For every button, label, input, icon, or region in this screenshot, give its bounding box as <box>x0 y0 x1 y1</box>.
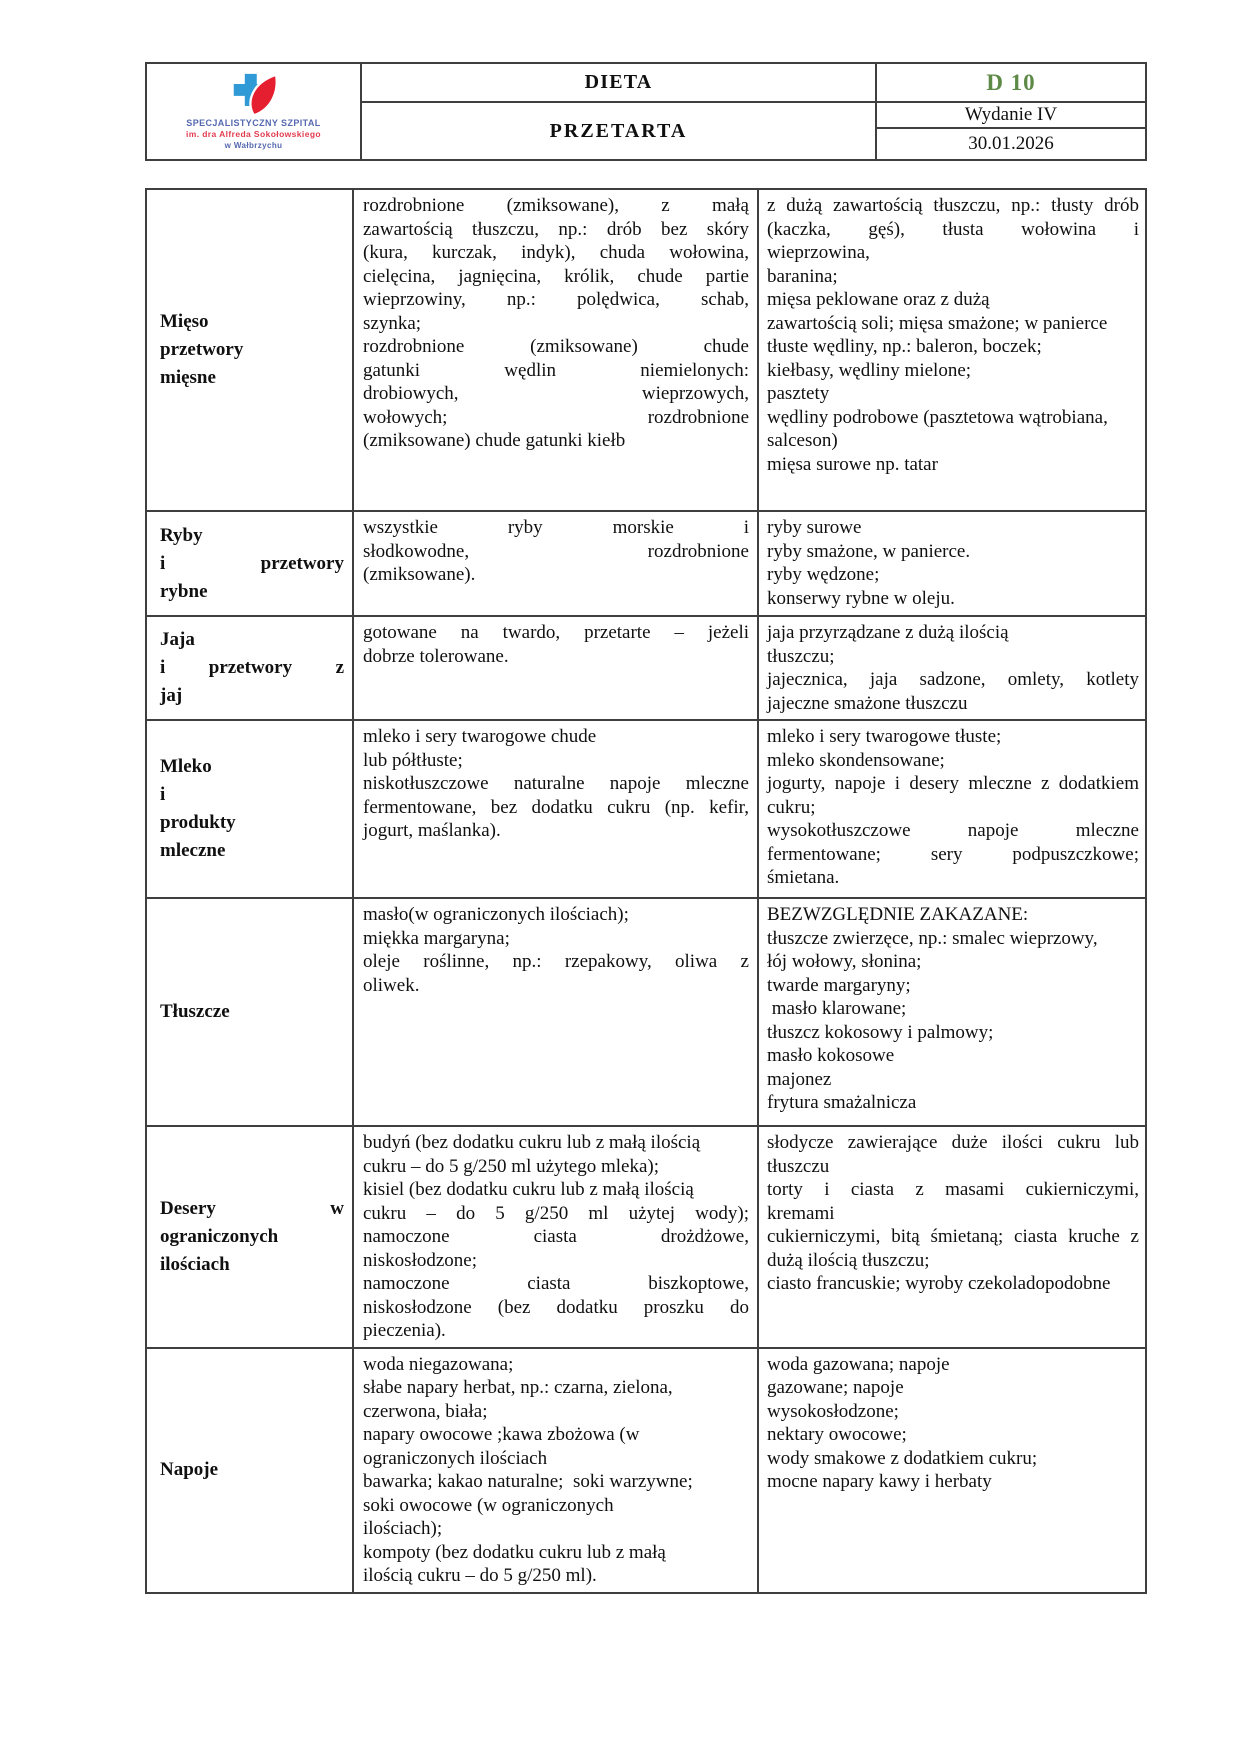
diet-table <box>145 188 1147 1594</box>
text-line: Jaja <box>160 629 195 650</box>
text-line: ciasto francuskie; wyroby czekoladopodobne <box>767 1273 1111 1294</box>
text-line: jogurty, napoje i desery mleczne z dodatkiem <box>767 773 1139 794</box>
text-line: tłuszcze zwierzęce, np.: smalec wieprzowy, <box>767 927 1098 949</box>
text-line: mięsa surowe np. tatar <box>767 453 938 475</box>
text-line: tłuszczu <box>767 1155 830 1177</box>
text-line: konserwy rybne w oleju. <box>767 587 955 609</box>
diet-table-row <box>146 616 1146 720</box>
text-line: jogurt, maślanka). <box>363 820 501 841</box>
diet-code: D 10 <box>876 63 1146 102</box>
text-line: zawartością tłuszczu, np.: drób bez skóry <box>363 218 749 240</box>
text-line: Tłuszcze <box>160 1001 230 1022</box>
text-line: cukru – do 5 g/250 ml użytej wody); <box>363 1202 749 1224</box>
forbidden-foods-cell <box>758 720 1146 898</box>
text-line: łój wołowy, słonina; <box>767 951 922 972</box>
text-line: z dużą zawartością tłuszczu, np.: tłusty drób <box>767 195 1139 216</box>
text-line: wołowych; rozdrobnione <box>363 406 749 428</box>
text-line: wszystkie ryby morskie i <box>363 517 749 538</box>
text-line: i przetwory <box>160 552 344 574</box>
text-line: ryby smażone, w panierce. <box>767 540 971 562</box>
diet-table-row <box>146 1126 1146 1348</box>
document-page <box>145 62 1145 1594</box>
text-line: niskosłodzone (bez dodatku proszku do <box>363 1296 749 1318</box>
category-cell <box>146 720 353 898</box>
text-line: i <box>160 784 166 805</box>
diet-name-title: PRZETARTA <box>361 102 876 160</box>
forbidden-foods-cell <box>758 616 1146 720</box>
hospital-patron: im. dra Alfreda Sokołowskiego <box>185 129 322 139</box>
text-line: mięsa peklowane oraz z dużą <box>767 289 990 310</box>
text-line: (zmiksowane). <box>363 564 476 585</box>
text-line: frytura smażalnicza <box>767 1092 917 1113</box>
text-line: budyń (bez dodatku cukru lub z małą ilością <box>363 1132 701 1153</box>
text-line: rybne <box>160 580 208 602</box>
text-line: Mięso <box>160 311 209 332</box>
text-line: rozdrobnione (zmiksowane) chude <box>363 336 749 357</box>
text-line: torty i ciasta z masami cukierniczymi, <box>767 1179 1139 1200</box>
text-line: masło klarowane; <box>767 998 907 1019</box>
text-line: jaja przyrządzane z dużą ilością <box>767 622 1009 643</box>
text-line: masło(w ograniczonych ilościach); <box>363 904 629 925</box>
text-line: fermentowane; sery podpuszczkowe; <box>767 843 1139 865</box>
text-line: salceson) <box>767 430 838 451</box>
text-line: wysokotłuszczowe napoje mleczne <box>767 820 1139 841</box>
text-line: oliwek. <box>363 974 420 996</box>
allowed-foods-cell <box>353 1348 758 1593</box>
diet-table-row <box>146 511 1146 616</box>
text-line: Desery w <box>160 1197 344 1219</box>
text-line: (zmiksowane) chude gatunki kiełb <box>363 430 626 451</box>
text-line: wędliny podrobowe (pasztetowa wątrobiana, <box>767 406 1108 428</box>
category-cell <box>146 898 353 1126</box>
allowed-foods-cell <box>353 616 758 720</box>
text-line: (kura, kurczak, indyk), chuda wołowina, <box>363 242 749 263</box>
diet-table-row <box>146 898 1146 1126</box>
text-line: produkty <box>160 812 236 833</box>
text-line: tłuste wędliny, np.: baleron, boczek; <box>767 336 1042 357</box>
text-line: mleczne <box>160 840 226 861</box>
forbidden-foods-cell <box>758 898 1146 1126</box>
text-line: kremami <box>767 1202 835 1224</box>
text-line: soki owocowe (w ograniczonych <box>363 1494 614 1516</box>
text-line: mleko i sery twarogowe chude <box>363 726 597 747</box>
text-line: wieprzowina, <box>767 242 870 263</box>
text-line: namoczone ciasta biszkoptowe, <box>363 1273 749 1294</box>
forbidden-foods-cell <box>758 511 1146 616</box>
text-line: bawarka; kakao naturalne; soki warzywne; <box>363 1471 693 1492</box>
text-line: niskosłodzone; <box>363 1249 477 1271</box>
doc-type-title: DIETA <box>361 63 876 102</box>
allowed-foods-cell <box>353 1126 758 1348</box>
text-line: mocne napary kawy i herbaty <box>767 1471 992 1492</box>
text-line: mleko i sery twarogowe tłuste; <box>767 726 1002 747</box>
text-line: gotowane na twardo, przetarte – jeżeli <box>363 622 749 643</box>
text-line: woda niegazowana; <box>363 1353 514 1375</box>
category-cell <box>146 1126 353 1348</box>
edition-label: Wydanie IV <box>876 102 1146 128</box>
text-line: wieprzowiny, np.: polędwica, schab, <box>363 289 749 310</box>
text-line: dobrze tolerowane. <box>363 645 509 667</box>
diet-table-row <box>146 189 1146 511</box>
forbidden-foods-cell <box>758 189 1146 511</box>
text-line: Mleko <box>160 756 212 777</box>
text-line: wody smakowe z dodatkiem cukru; <box>767 1447 1038 1469</box>
text-line: mleko skondensowane; <box>767 749 945 771</box>
diet-table-row <box>146 720 1146 898</box>
text-line: majonez <box>767 1068 832 1090</box>
text-line: słodycze zawierające duże ilości cukru lub <box>767 1132 1139 1153</box>
text-line: pasztety <box>767 383 830 404</box>
text-line: twarde margaryny; <box>767 974 911 996</box>
text-line: cukru – do 5 g/250 ml użytego mleka); <box>363 1155 660 1177</box>
forbidden-foods-cell <box>758 1348 1146 1593</box>
text-line: masło kokosowe <box>767 1045 895 1066</box>
category-cell <box>146 189 353 511</box>
text-line: słodkowodne, rozdrobnione <box>363 540 749 562</box>
text-line: lub półtłuste; <box>363 749 463 771</box>
text-line: namoczone ciasta drożdżowe, <box>363 1226 749 1247</box>
text-line: jajeczne smażone tłuszczu <box>767 692 968 714</box>
text-line: oleje roślinne, np.: rzepakowy, oliwa z <box>363 951 749 972</box>
text-line: dużą ilością tłuszczu; <box>767 1249 930 1271</box>
text-line: pieczenia). <box>363 1320 446 1341</box>
text-line: Napoje <box>160 1459 219 1480</box>
text-line: czerwona, biała; <box>363 1400 488 1422</box>
text-line: mięsne <box>160 367 216 388</box>
document-header <box>145 62 1147 161</box>
text-line: gazowane; napoje <box>767 1377 904 1398</box>
header-row <box>146 63 1146 102</box>
text-line: tłuszcz kokosowy i palmowy; <box>767 1021 994 1043</box>
text-line: zawartością soli; mięsa smażone; w panierce <box>767 312 1108 334</box>
text-line: ilościach); <box>363 1518 443 1539</box>
diet-table-row <box>146 1348 1146 1593</box>
text-line: ryby wędzone; <box>767 564 880 585</box>
text-line: wysokosłodzone; <box>767 1400 899 1422</box>
text-line: miękka margaryna; <box>363 927 510 949</box>
hospital-logo-icon <box>226 72 282 118</box>
text-line: gatunki wędlin niemielonych: <box>363 359 749 381</box>
text-line: tłuszczu; <box>767 645 835 667</box>
category-cell <box>146 511 353 616</box>
allowed-foods-cell <box>353 189 758 511</box>
text-line: Ryby <box>160 524 203 546</box>
text-line: ograniczonych ilościach <box>363 1447 548 1469</box>
date-label: 30.01.2026 <box>876 128 1146 160</box>
forbidden-foods-cell <box>758 1126 1146 1348</box>
text-line: fermentowane, bez dodatku cukru (np. kefir, <box>363 796 749 818</box>
text-line: drobiowych, wieprzowych, <box>363 383 749 404</box>
text-line: cukru; <box>767 796 816 818</box>
text-line: baranina; <box>767 265 838 287</box>
text-line: cielęcina, jagnięcina, królik, chude partie <box>363 265 749 287</box>
text-line: niskotłuszczowe naturalne napoje mleczne <box>363 773 749 794</box>
text-line: i przetwory z <box>160 657 344 678</box>
text-line: jaj <box>160 685 183 706</box>
text-line: słabe napary herbat, np.: czarna, zielona, <box>363 1377 673 1398</box>
text-line: jajecznica, jaja sadzone, omlety, kotlety <box>767 669 1139 690</box>
allowed-foods-cell <box>353 511 758 616</box>
text-line: kompoty (bez dodatku cukru lub z małą <box>363 1541 666 1563</box>
category-cell <box>146 1348 353 1593</box>
hospital-logo <box>147 70 360 153</box>
allowed-foods-cell <box>353 898 758 1126</box>
text-line: śmietana. <box>767 867 840 888</box>
hospital-name: SPECJALISTYCZNY SZPITAL <box>186 118 321 128</box>
text-line: ilościach <box>160 1253 230 1275</box>
text-line: nektary owocowe; <box>767 1424 907 1445</box>
text-line: szynka; <box>363 312 422 334</box>
allowed-foods-cell <box>353 720 758 898</box>
text-line: napary owocowe ;kawa zbożowa (w <box>363 1424 640 1445</box>
hospital-city: w Wałbrzychu <box>224 141 283 150</box>
category-cell <box>146 616 353 720</box>
text-line: ilością cukru – do 5 g/250 ml). <box>363 1565 597 1586</box>
text-line: rozdrobnione (zmiksowane), z małą <box>363 195 749 216</box>
text-line: woda gazowana; napoje <box>767 1353 950 1375</box>
text-line: cukierniczymi, bitą śmietaną; ciasta kruche z <box>767 1226 1139 1247</box>
text-line: przetwory <box>160 339 244 360</box>
text-line: ograniczonych <box>160 1225 279 1247</box>
text-line: ryby surowe <box>767 517 862 538</box>
text-line: (kaczka, gęś), tłusta wołowina i <box>767 218 1139 240</box>
text-line: kiełbasy, wędliny mielone; <box>767 359 972 381</box>
hospital-logo-cell <box>146 63 361 160</box>
text-line: BEZWZGLĘDNIE ZAKAZANE: <box>767 904 1029 925</box>
text-line: kisiel (bez dodatku cukru lub z małą ilością <box>363 1179 694 1200</box>
